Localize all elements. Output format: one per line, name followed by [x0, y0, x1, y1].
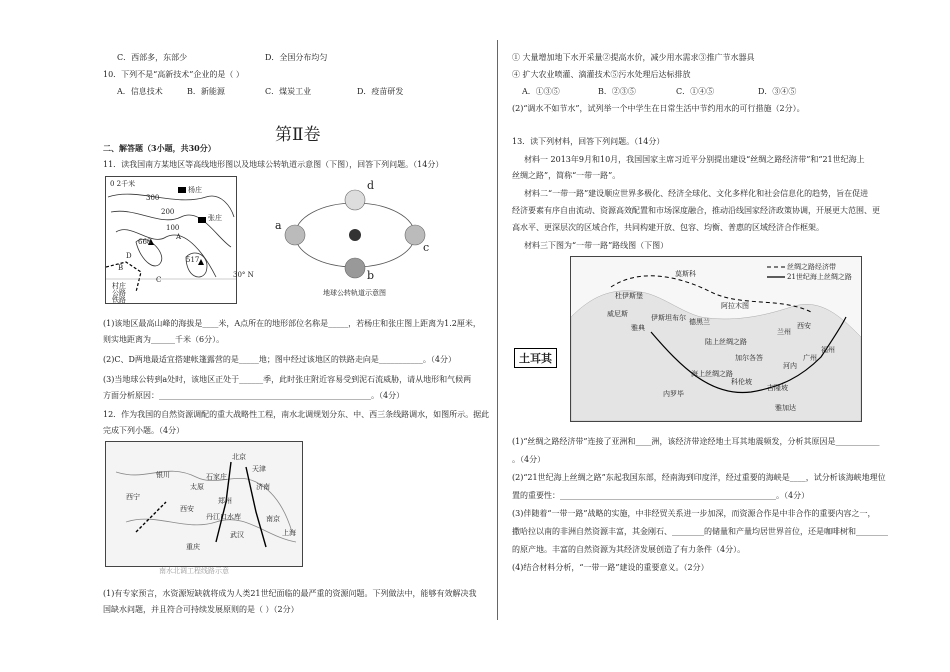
q13-material2: 材料二“一带一路”建设顺应世界多极化、经济全球化、文化多样化和社会信息化的趋势，旨在促进	[524, 189, 869, 198]
water-map-caption: 南水北调工程线路示意	[159, 567, 229, 575]
label-zhangzhuang: 张庄	[208, 214, 222, 222]
city-moscow: 莫斯科	[675, 270, 696, 278]
section-title: 第Ⅱ卷	[275, 125, 321, 145]
q13-part3-cont2: 的原产地。丰富的自然资源为其经济发展创造了有力条件（4分）。	[512, 545, 746, 554]
earth-a-icon	[285, 225, 305, 245]
village-marker	[198, 217, 206, 223]
label-b: B	[118, 264, 124, 272]
q10-option-c: C．煤炭工业	[265, 87, 312, 96]
q11-part1-cont: 则实地距离为______千米（6分）。	[103, 335, 225, 344]
q10-option-b: B．新能源	[187, 87, 225, 96]
orbit-diagram-svg	[275, 180, 435, 290]
city-tehran: 德黑兰	[689, 318, 710, 326]
contour-label-200: 200	[161, 208, 175, 216]
q11-part1: (1)该地区最高山峰的海拔是____米，A点所在的地形部位名称是_____，若杨庄和张庄图上距离为1.2厘米，	[103, 319, 481, 328]
q13-material3: 材料三下图为“一带一路”路线图（下图）	[524, 241, 669, 250]
q11-part2: (2)C、D两地最适宜搭建帐篷露营的是_____地；图中经过该地区的铁路走向是___________。（4分）	[103, 355, 456, 364]
city-kuala-lumpur: 吉隆坡	[767, 384, 788, 392]
contour-label-100: 100	[166, 224, 180, 232]
q13-material2-cont: 经济要素有序自由流动、资源高效配置和市场深度融合，推动沿线国家经济政策协调，开展更大范围、更	[512, 206, 880, 215]
city-shanghai: 上海	[282, 529, 296, 537]
water-diversion-svg	[106, 442, 302, 566]
earth-b-icon	[345, 258, 365, 278]
q11-stem: 11．读我国南方某地区等高线地形图以及地球公转轨道示意图（下图），回答下列问题。（14分）	[103, 160, 444, 169]
orbit-diagram	[275, 180, 435, 300]
q11-part3-cont: 方面分析原因：_____________________________________________________。（4分）	[103, 391, 405, 400]
label-517: 517	[186, 256, 200, 264]
q11-part3: (3)当地球公转到a处时，该地区正处于______季，此时张庄附近容易受到泥石流威胁，请从地形和气候两	[103, 375, 472, 384]
city-jakarta: 雅加达	[775, 404, 796, 412]
label-668: 668	[138, 238, 152, 246]
earth-d-icon	[345, 190, 365, 210]
city-hanoi: 河内	[783, 362, 797, 370]
city-fuzhou: 福州	[821, 346, 835, 354]
city-duisburg: 杜伊斯堡	[615, 292, 643, 300]
city-lanzhou: 兰州	[777, 328, 791, 336]
q12-choice-d: D．③④⑤	[758, 87, 797, 96]
q13-part1-cont: 。（4分）	[512, 455, 546, 464]
column-divider	[497, 40, 498, 620]
map-scale: 0 2千米	[110, 180, 136, 188]
q13-stem: 13．读下列材料，回答下列问题。（14分）	[512, 137, 665, 146]
q10-stem: 10．下列不是“高新技术”企业的是（ ）	[103, 70, 244, 79]
water-diversion-map	[105, 441, 303, 567]
q13-material1: 材料一 2013年9月和10月，我国国家主席习近平分别提出建设“丝绸之路经济带”和“21世纪海上	[524, 155, 865, 164]
city-venice: 威尼斯	[607, 310, 628, 318]
contour-label-300: 300	[146, 194, 160, 202]
q13-part3: (3)伴随着“一带一路”战略的实施，中非经贸关系进一步加深，而资源合作是中非合作的重要内容之一，	[512, 509, 876, 518]
q9-option-d: D．全国分布均匀	[265, 53, 328, 62]
legend-road: 公路	[112, 289, 126, 297]
label-sea-silk-road: 海上丝绸之路	[691, 370, 733, 378]
orbit-label-a: a	[275, 219, 282, 232]
city-guangzhou: 广州	[803, 354, 817, 362]
legend-village: 村庄	[112, 282, 126, 290]
city-zhengzhou: 郑州	[218, 497, 232, 505]
q12-stem: 12．作为我国的自然资源调配的重大战略性工程，南水北调规划分东、中、西三条线路调水，如图所示。据此	[103, 410, 490, 419]
q12-options-line1: ① 大量增加地下水开采量②提高水价，减少用水需求③推广节水器具	[512, 53, 755, 62]
city-taiyuan: 太原	[190, 483, 204, 491]
q12-part1: (1)有专家预言，水资源短缺就将成为人类21世纪面临的最严重的资源问题。下列做法中，能够有效解决我	[103, 589, 477, 598]
city-tianjin: 天津	[252, 465, 266, 473]
q13-part2-cont: 置的重要性：______________________________________________________。（4分）	[512, 491, 810, 500]
legend-railway: 铁路	[112, 296, 126, 304]
city-nanjing: 南京	[266, 515, 280, 523]
q12-choice-a: A．①③⑤	[522, 87, 560, 96]
contour-map	[105, 176, 237, 304]
turkey-callout: 土耳其	[514, 348, 557, 368]
city-almaty: 阿拉木图	[721, 302, 749, 310]
label-a: A	[176, 233, 182, 241]
q13-part1: (1)“丝绸之路经济带”连接了亚洲和____洲，该经济带途经地土耳其地震频发，分析其原因是___________	[512, 437, 880, 446]
east-route-line	[246, 467, 266, 547]
city-nairobi: 内罗毕	[663, 390, 684, 398]
q12-choice-c: C．①④⑤	[676, 87, 715, 96]
q13-material2-cont2: 高水平、更深层次的区域合作，共同构建开放、包容、均衡、普惠的区域经济合作框架。	[512, 223, 824, 232]
city-shijiazhuang: 石家庄	[206, 473, 227, 481]
orbit-caption: 地球公转轨道示意图	[323, 289, 386, 297]
q10-option-a: A．信息技术	[117, 87, 163, 96]
city-beijing: 北京	[232, 453, 246, 461]
q9-option-c: C．西部多，东部少	[117, 53, 188, 62]
q13-part4: (4)结合材料分析，“一带一路”建设的重要意义。（2分）	[512, 563, 709, 572]
label-c: C	[156, 276, 162, 284]
q12-stem-cont: 完成下列小题。（4分）	[103, 426, 185, 435]
earth-c-icon	[405, 225, 425, 245]
city-yinchuan: 银川	[156, 471, 170, 479]
city-wuhan: 武汉	[230, 531, 244, 539]
city-xian: 西安	[797, 322, 811, 330]
city-xining: 西宁	[126, 493, 140, 501]
sun-icon	[349, 229, 361, 241]
city-kolkata: 加尔各答	[735, 354, 763, 362]
city-istanbul: 伊斯坦布尔	[651, 314, 686, 322]
city-xian: 西安	[180, 505, 194, 513]
city-chongqing: 重庆	[186, 543, 200, 551]
village-marker	[178, 187, 186, 193]
belt-road-map	[570, 256, 862, 422]
city-athens: 雅典	[631, 324, 645, 332]
q12-part1-cont: 国缺水问题，并且符合可持续发展原则的是（ ）（2分）	[103, 605, 299, 614]
q13-part3-cont: 撒哈拉以南的非洲自然资源丰富，其金刚石、________的储量和产量均居世界首位，还是咖啡树和________	[512, 527, 888, 536]
reservoir-danjiangkou: 丹江口水库	[206, 513, 241, 521]
section-heading: 二、解答题（3小题，共30分）	[103, 143, 216, 153]
city-colombo: 科伦坡	[731, 378, 752, 386]
q12-part2: (2)“调水不如节水”，试列举一个中学生在日常生活中节约用水的可行措施（2分）。	[512, 104, 805, 113]
city-jinan: 济南	[256, 483, 270, 491]
q13-part2: (2)“21世纪海上丝绸之路”东起我国东部，经南海到印度洋，经过重要的海峡是____，试分析该海峡地理位	[512, 473, 886, 482]
west-route-line	[136, 502, 166, 532]
label-d: D	[126, 252, 132, 260]
legend-land-route: 丝绸之路经济带	[787, 263, 836, 271]
orbit-label-b: b	[367, 269, 375, 282]
q12-choice-b: B．②③⑤	[598, 87, 636, 96]
q12-options-line2: ④ 扩大农业喷灌、滴灌技术⑤污水处理后达标排放	[512, 70, 691, 79]
latitude-label: 30° N	[233, 271, 254, 279]
orbit-label-d: d	[367, 179, 375, 192]
legend-sea-route: 21世纪海上丝绸之路	[787, 273, 852, 281]
label-yangzhuang: 杨庄	[188, 186, 202, 194]
orbit-label-c: c	[423, 241, 430, 254]
q10-option-d: D．疫苗研发	[357, 87, 404, 96]
label-land-silk-road: 陆上丝绸之路	[705, 338, 747, 346]
q13-material1-cont: 丝绸之路”，简称“一带一路”。	[512, 171, 621, 180]
